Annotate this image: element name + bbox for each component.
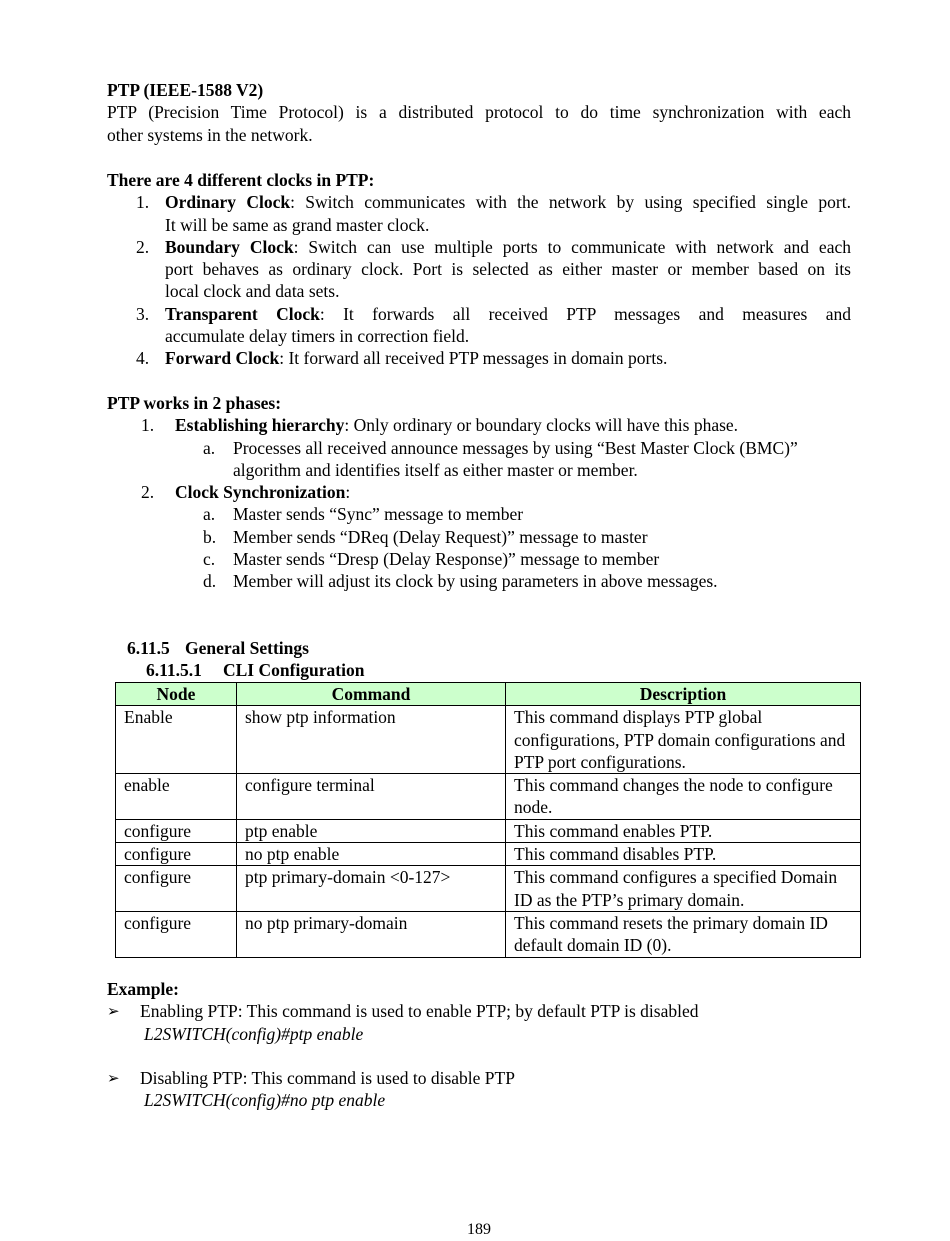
column-header-description: Description: [506, 683, 861, 706]
sub-item-text: Master sends “Sync” message to member: [233, 504, 524, 525]
clocks-section: [107, 169, 851, 370]
sub-item-text: Member sends “DReq (Delay Request)” message to master: [233, 526, 648, 547]
table-row: [116, 843, 861, 866]
description-line: configurations, PTP domain configurations and: [514, 729, 846, 750]
description-cell: [506, 911, 861, 957]
clocks-heading: There are 4 different clocks in PTP:: [107, 170, 375, 190]
description-line: This command changes the node to configure: [514, 775, 833, 796]
sub-item-line1: Processes all received announce messages by using “Best Master Clock (BMC)”: [233, 437, 798, 458]
example-text: Enabling PTP: This command is used to enable PTP; by default PTP is disabled: [140, 1001, 699, 1022]
section-number: 6.11.5: [127, 638, 170, 658]
list-item: [107, 526, 851, 548]
ptp-intro-line1: PTP (Precision Time Protocol) is a distributed protocol to do time synchronization with each: [107, 102, 851, 123]
node-cell: configure: [116, 911, 237, 957]
example-command: L2SWITCH(config)#no ptp enable: [144, 1090, 386, 1111]
list-letter: b.: [203, 526, 217, 547]
ptp-intro-line2: other systems in the network.: [107, 124, 313, 145]
clock-name: Boundary Clock: [165, 236, 294, 257]
subsection-number: 6.11.5.1: [146, 660, 202, 680]
clock-desc-cont: local clock and data sets.: [165, 281, 340, 302]
description-line: This command enables PTP.: [514, 820, 713, 841]
arrow-bullet-icon: ➢: [107, 1069, 120, 1088]
table-row: [116, 866, 861, 912]
ptp-intro: [107, 79, 851, 146]
column-header-command: Command: [237, 683, 506, 706]
list-item: [107, 548, 851, 570]
list-letter: c.: [203, 549, 216, 570]
list-item: [107, 570, 851, 592]
example-heading: Example:: [107, 979, 179, 999]
clock-desc-line2: port behaves as ordinary clock. Port is selected as either master or member based on its: [165, 259, 851, 280]
list-letter: a.: [203, 437, 216, 458]
description-cell: [506, 819, 861, 842]
arrow-bullet-icon: ➢: [107, 1002, 120, 1021]
node-cell: Enable: [116, 706, 237, 774]
table-row: [116, 774, 861, 820]
list-letter: d.: [203, 571, 217, 592]
clock-desc: : It forwards all received PTP messages and measures and: [319, 303, 851, 324]
list-item: [107, 437, 851, 482]
list-item: [107, 303, 851, 348]
node-cell: configure: [116, 819, 237, 842]
description-line: This command displays PTP global: [514, 707, 763, 728]
example-text: Disabling PTP: This command is used to disable PTP: [140, 1068, 515, 1089]
sub-item-text: Member will adjust its clock by using parameters in above messages.: [233, 571, 718, 592]
description-line: This command disables PTP.: [514, 844, 717, 865]
clock-name: Ordinary Clock: [165, 192, 291, 213]
phases-section: [107, 392, 851, 593]
table-row: [116, 706, 861, 774]
description-cell: [506, 866, 861, 912]
ptp-title: PTP (IEEE-1588 V2): [107, 80, 264, 100]
example-command: L2SWITCH(config)#ptp enable: [144, 1023, 364, 1044]
command-cell: no ptp enable: [237, 843, 506, 866]
description-line: This command configures a specified Domain: [514, 867, 838, 888]
phase-desc: :: [345, 482, 351, 503]
list-item: [107, 236, 851, 303]
clock-desc: : Switch can use multiple ports to communicate with network and each: [293, 236, 851, 257]
node-cell: enable: [116, 774, 237, 820]
phases-heading: PTP works in 2 phases:: [107, 393, 282, 413]
command-cell: ptp primary-domain <0-127>: [237, 866, 506, 912]
list-item: [107, 503, 851, 525]
clock-desc: : Switch communicates with the network by using specified single port.: [290, 192, 852, 213]
subsection-title: CLI Configuration: [223, 660, 365, 680]
table-row: [116, 819, 861, 842]
subsection-heading: [146, 659, 364, 681]
table-row: [116, 911, 861, 957]
clock-name: Transparent Clock: [165, 303, 320, 324]
section-heading: [127, 637, 309, 659]
table-header-row: [116, 683, 861, 706]
phase-name: Clock Synchronization: [175, 482, 346, 503]
description-line: This command resets the primary domain ID: [514, 912, 828, 933]
command-cell: show ptp information: [237, 706, 506, 774]
description-line: ID as the PTP’s primary domain.: [514, 889, 745, 910]
cli-table: [115, 682, 861, 958]
description-cell: [506, 706, 861, 774]
list-item: [107, 347, 851, 369]
command-cell: no ptp primary-domain: [237, 911, 506, 957]
clock-desc-cont: It will be same as grand master clock.: [165, 214, 430, 235]
description-line: default domain ID (0).: [514, 935, 672, 956]
list-item: [107, 414, 851, 436]
phase-desc: : Only ordinary or boundary clocks will have this phase.: [344, 415, 739, 436]
section-title: General Settings: [185, 638, 309, 658]
example-section: [107, 978, 851, 1112]
sub-item-text: Master sends “Dresp (Delay Response)” message to member: [233, 549, 660, 570]
list-number: 3.: [136, 303, 150, 324]
example-item: [107, 1000, 851, 1022]
list-number: 1.: [136, 192, 150, 213]
list-letter: a.: [203, 504, 216, 525]
example-item: [107, 1067, 851, 1089]
description-line: PTP port configurations.: [514, 751, 686, 772]
node-cell: configure: [116, 843, 237, 866]
command-cell: ptp enable: [237, 819, 506, 842]
description-line: node.: [514, 797, 553, 818]
description-cell: [506, 843, 861, 866]
sub-item-line2: algorithm and identifies itself as either master or member.: [233, 459, 638, 480]
description-cell: [506, 774, 861, 820]
list-number: 1.: [141, 415, 155, 436]
list-item: [107, 191, 851, 236]
list-number: 4.: [136, 348, 150, 369]
clock-desc-cont: accumulate delay timers in correction field.: [165, 326, 470, 347]
column-header-node: Node: [116, 683, 237, 706]
list-item: [107, 481, 851, 503]
list-number: 2.: [141, 482, 155, 503]
page-number: 189: [467, 1221, 491, 1238]
command-cell: configure terminal: [237, 774, 506, 820]
phase-name: Establishing hierarchy: [175, 415, 345, 436]
node-cell: configure: [116, 866, 237, 912]
clock-name: Forward Clock: [165, 348, 280, 369]
list-number: 2.: [136, 236, 150, 257]
clock-desc: : It forward all received PTP messages in domain ports.: [279, 348, 668, 369]
